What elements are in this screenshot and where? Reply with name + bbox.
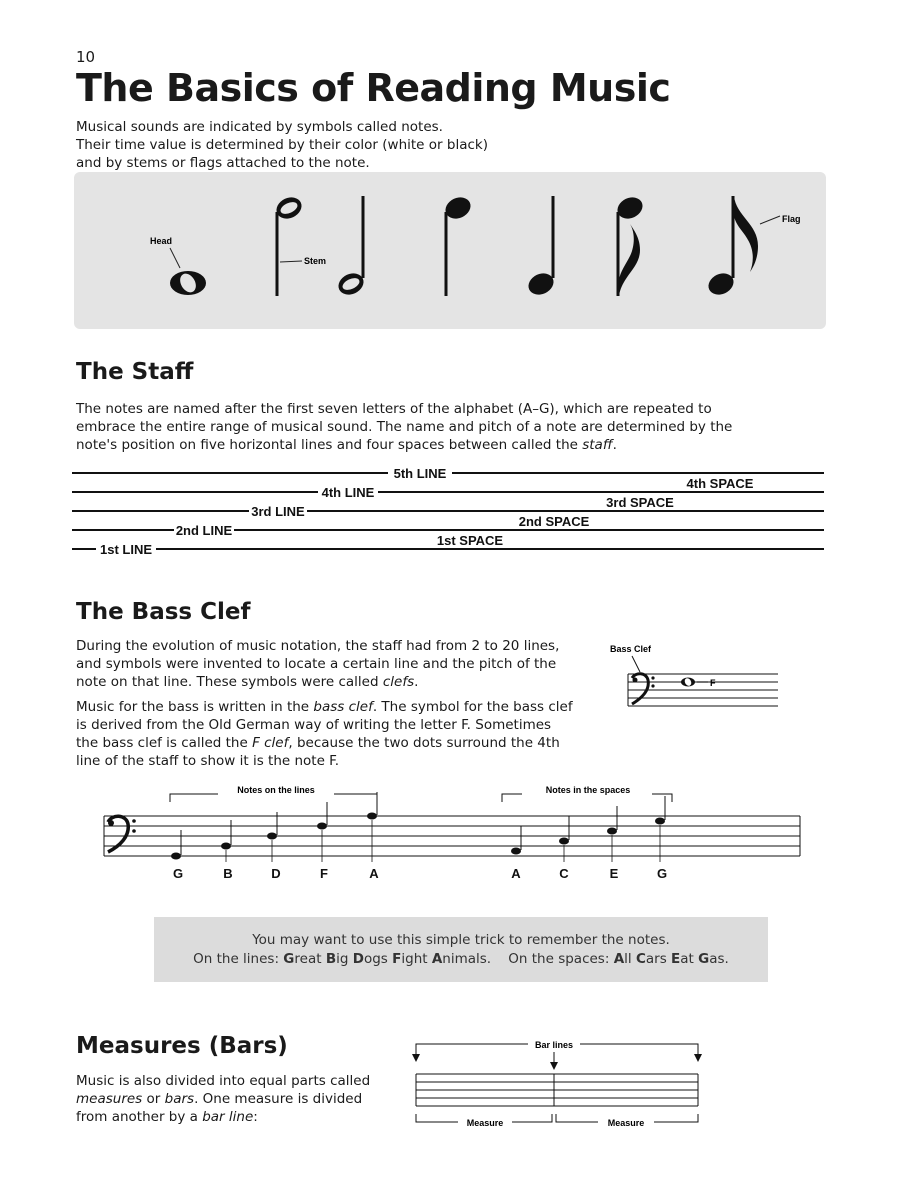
mnemonic-rest: nimals. bbox=[442, 951, 492, 967]
mnemonic-rest: ight bbox=[401, 951, 428, 967]
half-note-stem-down bbox=[273, 193, 305, 296]
bass-clef-text: . The symbol for the bass clef is derived from the Old German way of writing the letter F. Sometimes the bass clef is called the bbox=[76, 699, 573, 751]
note-e-space bbox=[607, 806, 617, 835]
measures-text: . One measure is divided from another by a bbox=[76, 1091, 363, 1125]
mnemonic-word bbox=[636, 951, 667, 967]
bass-clef-description bbox=[76, 637, 574, 770]
bass-clef-text: , because the two dots surround the 4th line of the staff to show it is the note F. bbox=[76, 735, 560, 769]
bar-lines-label: Bar lines bbox=[534, 1040, 574, 1050]
measures-heading: Measures (Bars) bbox=[76, 1033, 288, 1059]
staff-space-2-label: 2nd SPACE bbox=[518, 514, 590, 529]
note-c-space bbox=[559, 816, 569, 845]
mnemonic-initial: C bbox=[635, 951, 646, 967]
half-note-stem-up bbox=[335, 196, 367, 299]
staff-term: staff bbox=[582, 437, 613, 453]
head-pointer bbox=[170, 248, 180, 268]
mnemonic-initial: D bbox=[352, 951, 364, 967]
mnemonic-spaces-words bbox=[614, 951, 729, 967]
mnemonic-word bbox=[326, 951, 349, 967]
mnemonic-rest: as. bbox=[709, 951, 729, 967]
mnemonic-rest: at bbox=[680, 951, 694, 967]
space-note-letter: G bbox=[656, 866, 668, 881]
space-note-letter: C bbox=[559, 866, 569, 881]
mnemonic-initial: F bbox=[392, 951, 402, 967]
bass-clef-text: Music for the bass is written in the bbox=[76, 699, 314, 715]
line-note-letter: D bbox=[271, 866, 281, 881]
note-a-line bbox=[367, 792, 377, 820]
quarter-note-stem-down bbox=[442, 193, 474, 296]
bar-line-term: bar line bbox=[202, 1109, 254, 1125]
quarter-note-stem-up bbox=[525, 196, 557, 299]
bass-clef-example-label: Bass Clef bbox=[610, 644, 652, 654]
intro-text bbox=[76, 118, 546, 172]
bars-term: bars bbox=[164, 1091, 195, 1107]
note-types-illustration bbox=[74, 172, 826, 329]
eighth-note-stem-up bbox=[705, 196, 758, 299]
notes-on-lines-label: Notes on the lines bbox=[237, 785, 315, 795]
mnemonic-word bbox=[283, 951, 321, 967]
line-note-letter: F bbox=[320, 866, 328, 881]
mnemonic-initial: A bbox=[431, 951, 443, 967]
line-note-letter: B bbox=[223, 866, 233, 881]
space-note-letter: E bbox=[609, 866, 619, 881]
mnemonic-lines-words bbox=[283, 951, 491, 967]
line-note-letter: A bbox=[369, 866, 379, 881]
mnemonic-lines-label: On the lines: bbox=[193, 951, 284, 967]
mnemonic-rest: ig bbox=[336, 951, 349, 967]
intro-line: and by stems or flags attached to the note. bbox=[76, 155, 370, 171]
mnemonic-line2 bbox=[154, 950, 768, 969]
mnemonic-rest: reat bbox=[294, 951, 322, 967]
stem-label: Stem bbox=[304, 256, 327, 266]
mnemonic-intro: You may want to use this simple trick to remember the notes. bbox=[252, 932, 670, 948]
mnemonic-rest: ars bbox=[645, 951, 667, 967]
line-note-letter: G bbox=[172, 866, 184, 881]
intro-line: Their time value is determined by their color (white or black) bbox=[76, 137, 488, 153]
bass-staff-notes bbox=[90, 776, 810, 888]
mnemonic-word bbox=[614, 951, 632, 967]
bass-clef-example bbox=[600, 636, 790, 718]
measures-description bbox=[76, 1072, 376, 1126]
mnemonic-word bbox=[698, 951, 729, 967]
mnemonic-initial: G bbox=[283, 951, 295, 967]
notes-in-spaces-label: Notes in the spaces bbox=[545, 785, 631, 795]
space-note-letter: A bbox=[511, 866, 521, 881]
measures-text: or bbox=[142, 1091, 165, 1107]
bass-clef-text: During the evolution of music notation, the staff had from 2 to 20 lines, and symbols were invented to locate a certain line and the pitch of the note on that line. These symbols were called bbox=[76, 638, 560, 690]
page-title: The Basics of Reading Music bbox=[76, 66, 671, 110]
mnemonic-word bbox=[432, 951, 491, 967]
intro-line: Musical sounds are indicated by symbols called notes. bbox=[76, 119, 443, 135]
staff-heading: The Staff bbox=[76, 359, 194, 385]
staff-text: The notes are named after the first seven letters of the alphabet (A–G), which are repeated to embrace the entire range of musical sound. The name and pitch of a note are determined by the note's position on five horizontal lines and four spaces between called the bbox=[76, 401, 733, 453]
page-number: 10 bbox=[76, 48, 96, 66]
stem-pointer bbox=[280, 261, 302, 262]
staff-line-3-label: 3rd LINE bbox=[251, 504, 305, 519]
staff-text-end: . bbox=[612, 437, 617, 453]
measures-text-end: : bbox=[253, 1109, 258, 1125]
eighth-note-stem-down bbox=[614, 193, 646, 296]
note-types-panel bbox=[74, 172, 826, 329]
staff-diagram bbox=[0, 460, 900, 560]
flag-label: Flag bbox=[782, 214, 801, 224]
staff-space-3-label: 3rd SPACE bbox=[606, 495, 674, 510]
mnemonic-initial: E bbox=[671, 951, 681, 967]
staff-line-4-label: 4th LINE bbox=[321, 485, 375, 500]
measure-label: Measure bbox=[607, 1118, 645, 1128]
mnemonic-word bbox=[671, 951, 694, 967]
measures-term: measures bbox=[76, 1091, 143, 1107]
mnemonic-rest: ogs bbox=[363, 951, 388, 967]
note-a-space bbox=[511, 826, 521, 855]
note-g-line bbox=[171, 830, 181, 860]
note-g-space bbox=[655, 796, 665, 825]
mnemonic-initial: G bbox=[698, 951, 710, 967]
head-label: Head bbox=[150, 236, 173, 246]
flag-pointer bbox=[760, 216, 780, 224]
f-note-label: F bbox=[710, 678, 716, 688]
f-clef-term: F clef bbox=[252, 735, 289, 751]
staff-space-4-label: 4th SPACE bbox=[686, 476, 754, 491]
staff-line-5-label: 5th LINE bbox=[393, 466, 447, 481]
staff-line-1-label: 1st LINE bbox=[99, 542, 153, 557]
whole-note bbox=[170, 271, 206, 295]
measure-label: Measure bbox=[466, 1118, 504, 1128]
mnemonic-box bbox=[154, 917, 768, 982]
staff-line-2-label: 2nd LINE bbox=[175, 523, 233, 538]
clefs-term: clefs bbox=[382, 674, 415, 690]
note-b-line bbox=[221, 820, 231, 850]
bass-clef-term: bass clef bbox=[313, 699, 373, 715]
mnemonic-spaces-label: On the spaces: bbox=[508, 951, 614, 967]
staff-description bbox=[76, 400, 752, 454]
mnemonic-word bbox=[392, 951, 427, 967]
mnemonic-initial: A bbox=[613, 951, 625, 967]
measures-diagram bbox=[400, 1034, 720, 1134]
mnemonic-rest: ll bbox=[624, 951, 632, 967]
mnemonic-initial: B bbox=[325, 951, 337, 967]
staff-space-1-label: 1st SPACE bbox=[436, 533, 504, 548]
bass-clef-text-end: . bbox=[414, 674, 419, 690]
mnemonic-word bbox=[353, 951, 388, 967]
measures-text: Music is also divided into equal parts called bbox=[76, 1073, 371, 1089]
bass-clef-heading: The Bass Clef bbox=[76, 599, 251, 625]
